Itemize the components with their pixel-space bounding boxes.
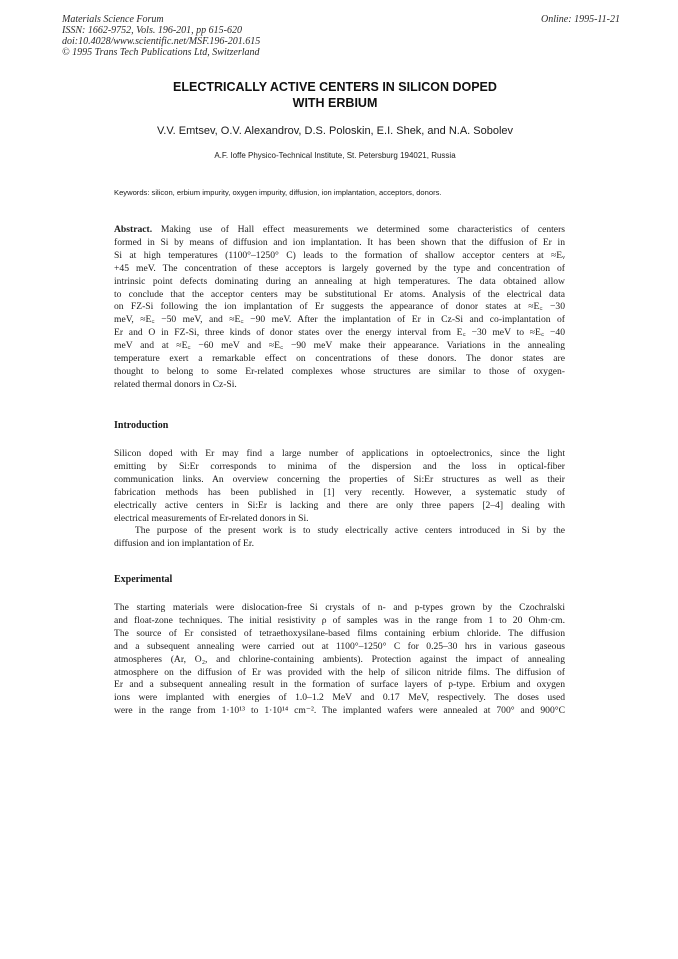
abstract-line: Abstract. Making use of Hall effect measurements we determined some characteristics of centers xyxy=(114,224,565,235)
author-list: V.V. Emtsev, O.V. Alexandrov, D.S. Poloskin, E.I. Shek, and N.A. Sobolev xyxy=(156,125,514,137)
exp-line: and float-zone techniques. The initial resistivity ρ of samples was in the range from 1 to 20 Ohm·cm. xyxy=(114,614,565,626)
title-line-2: WITH ERBIUM xyxy=(292,96,378,110)
paper-title xyxy=(120,79,550,111)
abstract-line: Si at high temperatures (1100°–1250° C) leads to the formation of shallow acceptor centers at ≈Eᵥ xyxy=(114,249,565,261)
exp-line: ions were implanted with energies of 1.0–1.2 MeV and 0.17 MeV, respectively. The doses used xyxy=(114,692,565,704)
abstract-line: meV and at ≈E꜀ −60 meV and ≈E꜀ −90 meV make their appearance. Variations in the annealing xyxy=(114,340,565,352)
abstract-line: Er and O in FZ-Si, three kinds of donor states over the energy interval from E꜀ −30 meV to ≈E꜀ −40 xyxy=(114,327,565,339)
issn-line: ISSN: 1662-9752, Vols. 196-201, pp 615-620 xyxy=(62,25,242,36)
copyright-line: © 1995 Trans Tech Publications Ltd, Switzerland xyxy=(62,47,260,58)
intro-line: communication links. An overview concerning the properties of Si:Er structures as well as their xyxy=(114,473,565,485)
journal-header xyxy=(62,14,260,58)
intro-line: diffusion and ion implantation of Er. xyxy=(114,538,254,550)
exp-line: and a subsequent annealing were carried out at 1100°–1250° C for 0.25–30 hrs in various gaseous xyxy=(114,640,565,652)
abstract-line: intrinsic point defects dominating during an annealing at high temperatures. The data obtained allow xyxy=(114,275,565,287)
abstract-line: +45 meV. The concentration of these acceptors is largely governed by the type and concentration of xyxy=(114,262,565,274)
experimental-body xyxy=(114,602,565,718)
experimental-heading: Experimental xyxy=(114,574,173,585)
introduction-body xyxy=(114,448,565,551)
intro-line: electrically active centers in Si:Er is lacking and there are only three papers [2–4] dealing with xyxy=(114,499,565,511)
abstract-line: to conclude that the acceptor centers may be substitutional Er atoms. Analysis of the electrical data xyxy=(114,288,565,300)
exp-line: The starting materials were dislocation-free Si crystals of n- and p-types grown by the Czochralski xyxy=(114,602,565,613)
keywords: Keywords: silicon, erbium impurity, oxygen impurity, diffusion, ion implantation, acceptors, donors. xyxy=(114,188,442,197)
exp-line: Er and a subsequent annealing result in the formation of surface layers of p-type. Erbium and oxygen xyxy=(114,679,565,691)
abstract-line: related thermal donors in Cz-Si. xyxy=(114,378,237,390)
intro-line: Silicon doped with Er may find a large number of applications in optoelectronics, since the light xyxy=(114,448,565,459)
affiliation: A.F. Ioffe Physico-Technical Institute, St. Petersburg 194021, Russia xyxy=(214,151,456,160)
exp-line: atmosphere on the diffusion of Er was provided with the help of silicon nitride films. The diffusion of xyxy=(114,666,565,678)
journal-name: Materials Science Forum xyxy=(62,14,164,25)
intro-line: The purpose of the present work is to study electrically active centers introduced in Si by the xyxy=(114,525,565,537)
exp-line: atmospheres (Ar, O₂, and chlorine-containing ambients). Protection against the impact of annealing xyxy=(114,653,565,665)
intro-line: fabrication methods has been published in [1] very recently. However, a systematic study of xyxy=(114,486,565,498)
abstract-line: on FZ-Si following the ion implantation of Er suggests the appearance of donor states at ≈E꜀ −30 xyxy=(114,301,565,313)
exp-line: were in the range from 1·10¹³ to 1·10¹⁴ cm⁻². The implanted wafers were annealed at 700° and 900°C xyxy=(114,705,565,717)
exp-line: The source of Er consisted of tetraethoxysilane-based films containing erbium chloride. The diffusion xyxy=(114,627,565,639)
abstract-line: temperature exert a remarkable effect on concentrations of these donors. The donor states are xyxy=(114,353,565,365)
intro-line: electrical measurements of Er-related donors in Si. xyxy=(114,512,309,524)
introduction-heading: Introduction xyxy=(114,420,169,431)
title-line-1: ELECTRICALLY ACTIVE CENTERS IN SILICON DOPED xyxy=(173,80,497,94)
abstract xyxy=(114,224,565,392)
abstract-label: Abstract. xyxy=(114,224,153,235)
online-date: Online: 1995-11-21 xyxy=(541,14,620,25)
abstract-line: meV, ≈E꜀ −50 meV, and ≈E꜀ −90 meV. After the implantation of Er in Cz-Si and co-implantation of xyxy=(114,314,565,326)
intro-line: emitting by Si:Er corresponds to minima of the dispersion and the loss in optical-fiber xyxy=(114,460,565,472)
abstract-line: formed in Si by means of diffusion and ion implantation. It has been shown that the diffusion of Er in xyxy=(114,236,565,248)
abstract-line: thought to belong to some Er-related complexes whose structures are similar to those of oxygen- xyxy=(114,365,565,377)
doi-line: doi:10.4028/www.scientific.net/MSF.196-201.615 xyxy=(62,36,261,47)
